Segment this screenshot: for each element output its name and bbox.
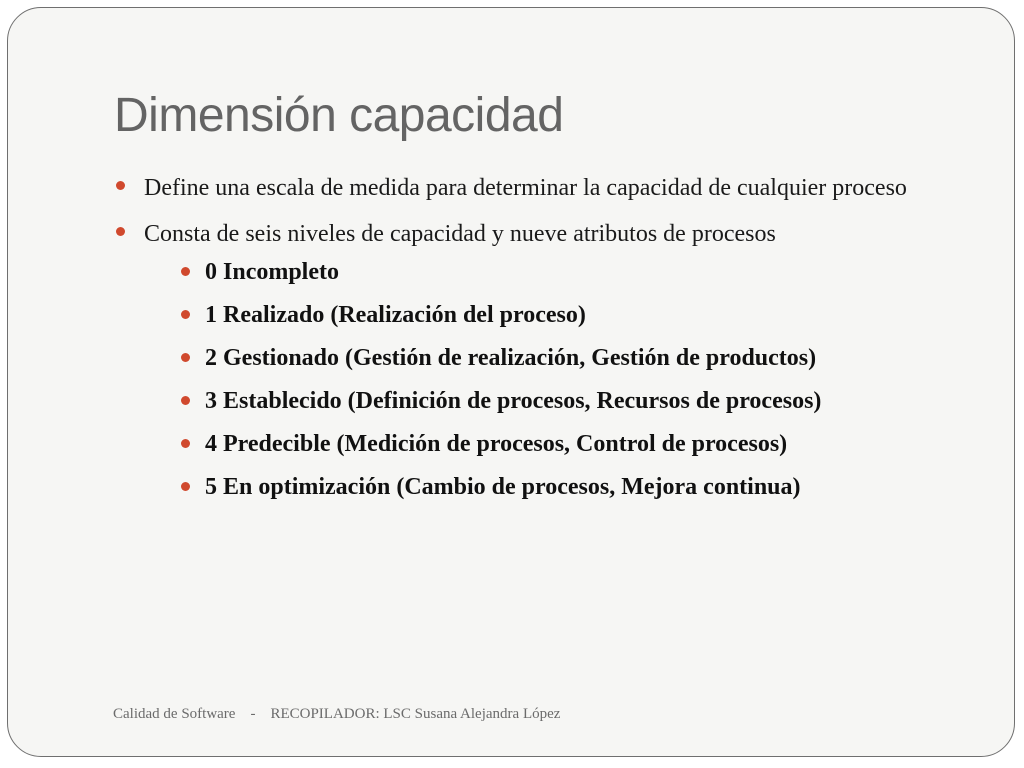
bullet-dot-icon bbox=[181, 310, 190, 319]
sub-bullet-text: 0 Incompleto bbox=[205, 259, 339, 285]
bullet-list bbox=[114, 170, 964, 515]
bullet-dot-icon bbox=[181, 353, 190, 362]
sub-bullet-text: 5 En optimización (Cambio de procesos, Mejora continua) bbox=[205, 474, 801, 500]
slide-title: Dimensión capacidad bbox=[114, 89, 564, 142]
bullet-dot-icon bbox=[181, 482, 190, 491]
sub-bullet-text: 3 Establecido (Definición de procesos, Recursos de procesos) bbox=[205, 388, 822, 414]
bullet-text: Define una escala de medida para determinar la capacidad de cualquier proceso bbox=[144, 175, 907, 201]
bullet-dot-icon bbox=[181, 267, 190, 276]
sub-bullet-text: 4 Predecible (Medición de procesos, Control de procesos) bbox=[205, 431, 788, 457]
slide-footer: Calidad de Software - RECOPILADOR: LSC Susana Alejandra López bbox=[113, 706, 561, 722]
sub-bullet-item bbox=[144, 339, 964, 377]
bullet-item bbox=[114, 170, 964, 207]
bullet-dot-icon bbox=[181, 439, 190, 448]
sub-bullet-item bbox=[144, 296, 964, 334]
bullet-item bbox=[114, 216, 964, 506]
bullet-dot-icon bbox=[116, 227, 125, 236]
sub-bullet-text: 2 Gestionado (Gestión de realización, Gestión de productos) bbox=[205, 345, 817, 371]
sub-bullet-list bbox=[144, 253, 964, 506]
sub-bullet-item bbox=[144, 253, 964, 291]
bullet-dot-icon bbox=[181, 396, 190, 405]
bullet-dot-icon bbox=[116, 181, 125, 190]
sub-bullet-item bbox=[144, 382, 964, 420]
sub-bullet-text: 1 Realizado (Realización del proceso) bbox=[205, 302, 586, 328]
sub-bullet-item bbox=[144, 425, 964, 463]
bullet-text: Consta de seis niveles de capacidad y nueve atributos de procesos bbox=[144, 221, 776, 247]
sub-bullet-item bbox=[144, 468, 964, 506]
